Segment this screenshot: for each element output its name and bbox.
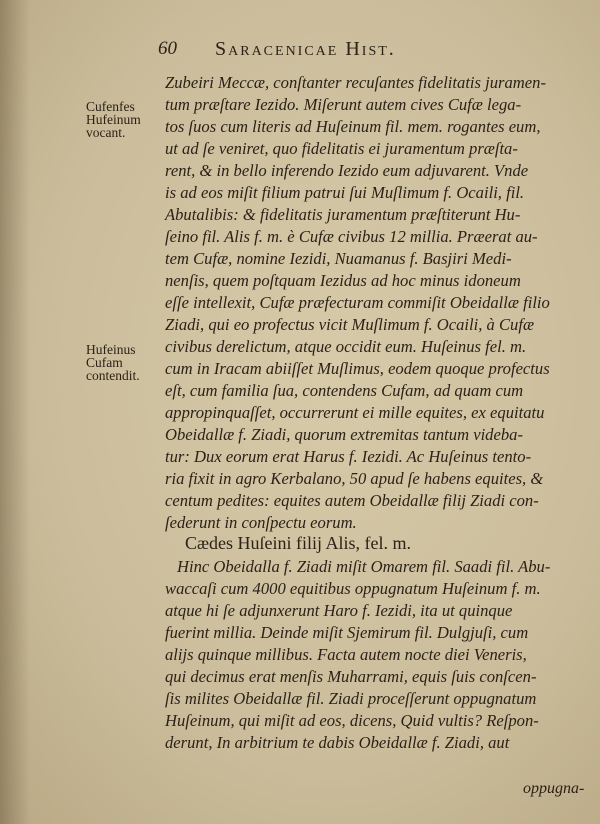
text-line: Hinc Obeidalla f. Ziadi miſit Omarem fil. Saadi fil. Abu- [177, 557, 551, 576]
text-line: ſis milites Obeidallæ fil. Ziadi proceſſerunt oppugnatum [165, 689, 537, 708]
margin-note-cufenses [86, 100, 156, 139]
margin-note-huseinus [86, 343, 156, 382]
text-line: fuerint millia. Deinde miſit Sjemirum fil. Dulgjuſi, cum [165, 623, 529, 642]
section-heading: Cædes Huſeini filij Alis, fel. m. [185, 533, 411, 553]
text-line: civibus derelictum, atque occidit eum. Huſeinus fel. m. [165, 337, 527, 356]
text-line: rent, & in bello inferendo Iezido eum adjuvarent. Vnde [165, 161, 529, 180]
text-line: eſt, cum familia ſua, contendens Cufam, ad quam cum [165, 381, 524, 400]
margin-note-line: Cufam [86, 355, 123, 370]
text-line: tur: Dux eorum erat Harus f. Iezidi. Ac Huſeinus tento- [165, 447, 532, 466]
text-line: Huſeinum, qui miſit ad eos, dicens, Quid vultis? Reſpon- [165, 711, 539, 730]
margin-note-line: vocant. [86, 125, 126, 140]
text-line: cum in Iracam abiiſſet Muſlimus, eodem quoque profectus [165, 359, 550, 378]
text-line: waccaſi cum 4000 equitibus oppugnatum Huſeinum f. m. [165, 579, 541, 598]
text-line: tum præſtare Iezido. Miſerunt autem cives Cufæ lega- [165, 95, 522, 114]
text-line: Ziadi, qui eo profectus vicit Muſlimum f. Ocaili, à Cufæ [165, 315, 535, 334]
text-line: Obeidallæ f. Ziadi, quorum extremitas tantum videba- [165, 425, 523, 444]
text-line: appropinquaſſet, occurrerunt ei mille equites, ex equitatu [165, 403, 545, 422]
text-line: centum pedites: equites autem Obeidallæ filij Ziadi con- [165, 491, 539, 510]
text-line: ſeino fil. Alis f. m. è Cufæ civibus 12 millia. Præerat au- [165, 227, 538, 246]
page-number: 60 [158, 38, 177, 59]
text-line: alijs quinque millibus. Facta autem nocte diei Veneris, [165, 645, 527, 664]
text-line: tem Cufæ, nomine Iezidi, Nuamanus f. Basjiri Medi- [165, 249, 512, 268]
text-line: atque hi ſe adjunxerunt Haro f. Iezidi, ita ut quinque [165, 601, 513, 620]
catchword: oppugna- [523, 780, 585, 797]
text-line: nenſis, quem poſtquam Iezidus ad hoc minus idoneum [165, 271, 521, 290]
text-line: is ad eos miſit filium patrui ſui Muſlimum f. Ocaili, fil. [165, 183, 525, 202]
margin-note-line: contendit. [86, 368, 140, 383]
text-line: Abutalibis: & fidelitatis juramentum præſtiterunt Hu- [165, 205, 521, 224]
text-line: derunt, In arbitrium te dabis Obeidallæ f. Ziadi, aut [165, 733, 510, 752]
text-line: ria fixit in agro Kerbalano, 50 apud ſe habens equites, & [165, 469, 544, 488]
margin-note-line: Cufenfes [86, 99, 135, 114]
margin-note-line: Hufeinus [86, 342, 136, 357]
gutter-shadow [0, 0, 30, 824]
text-line: tos ſuos cum literis ad Huſeinum fil. mem. rogantes eum, [165, 117, 541, 136]
text-line: qui decimus erat menſis Muharrami, equis ſuis conſcen- [165, 667, 537, 686]
text-line: eſſe intellexit, Cufæ præfecturam commiſit Obeidallæ filio [165, 293, 550, 312]
text-line: ut ad ſe veniret, quo fidelitatis ei juramentum præſta- [165, 139, 518, 158]
text-line: Zubeiri Meccæ, conſtanter recuſantes fidelitatis juramen- [165, 73, 546, 92]
margin-note-line: Hufeinum [86, 112, 141, 127]
text-line: ſederunt in conſpectu eorum. [165, 513, 357, 532]
running-head: Saracenicae Hist. [215, 38, 396, 60]
